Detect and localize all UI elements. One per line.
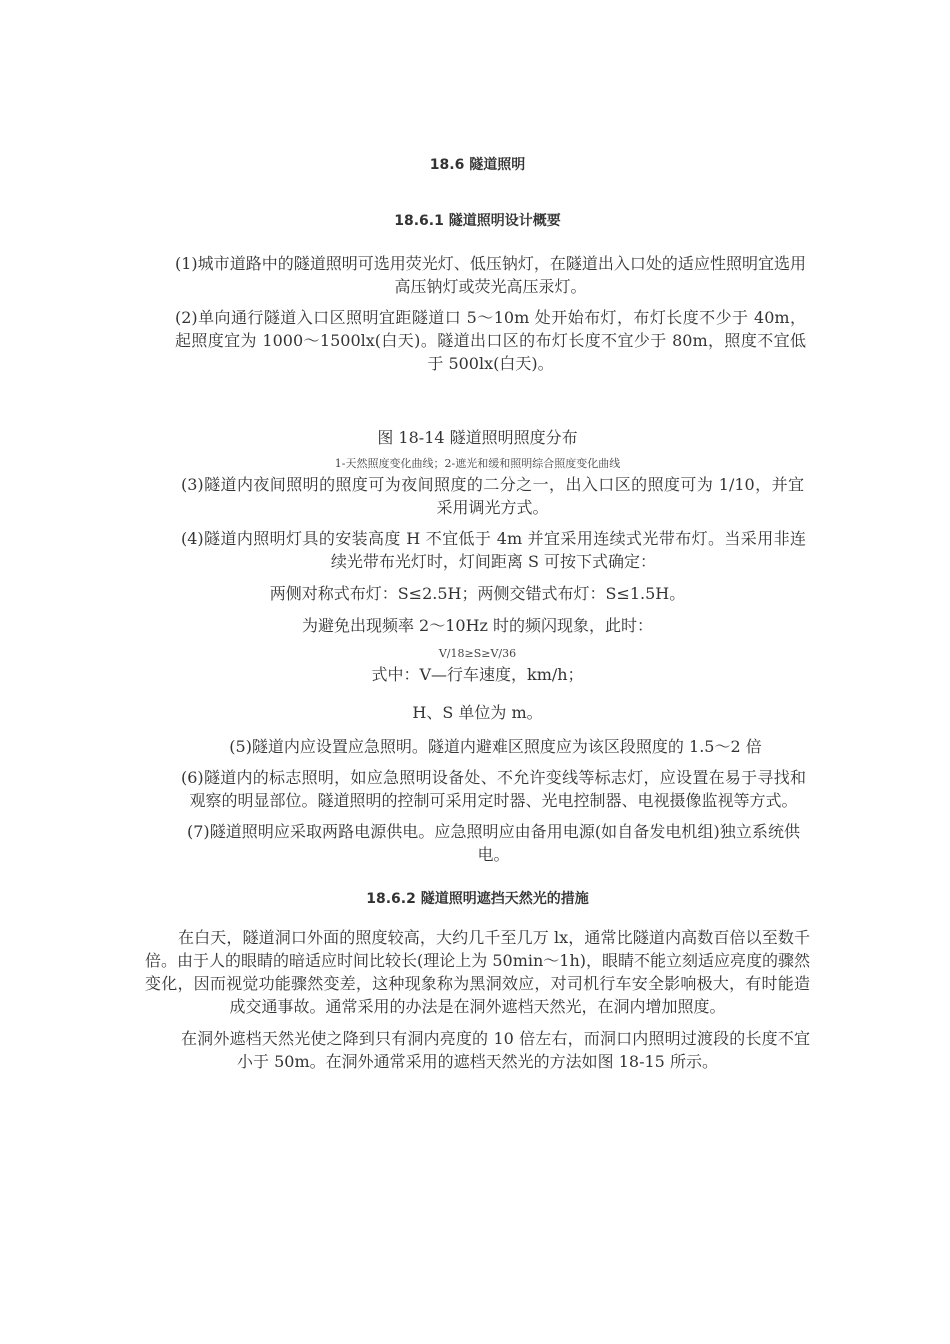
paragraph-6: (6)隧道内的标志照明，如应急照明设备处、不允许变线等标志灯，应设置在易于寻找和观察的明显部位。隧道照明的控制可采用定时器、光电控制器、电视摄像监视等方式。 xyxy=(181,768,806,810)
paragraph-4-units: H、S 单位为 m。 xyxy=(412,703,543,722)
paragraph-5: (5)隧道内应设置应急照明。隧道内避难区照度应为该区段照度的 1.5～2 倍 xyxy=(229,737,762,756)
formula: V/18≥S≥V/36 xyxy=(438,647,517,660)
paragraph-7: (7)隧道照明应采取两路电源供电。应急照明应由备用电源(如自备发电机组)独立系统供电。 xyxy=(187,822,800,864)
figure-caption: 图 18-14 隧道照明照度分布 xyxy=(377,428,578,447)
figure-note: 1-天然照度变化曲线；2-遮光和缓和照明综合照度变化曲线 xyxy=(334,457,621,470)
subsection-title-design: 18.6.1 隧道照明设计概要 xyxy=(394,213,561,229)
paragraph-1: (1)城市道路中的隧道照明可选用荧光灯、低压钠灯，在隧道出入口处的适应性照明宜选用高压钠灯或荧光高压汞灯。 xyxy=(175,254,806,296)
paragraph-3: (3)隧道内夜间照明的照度可为夜间照度的二分之一，出入口区的照度可为 1/10，并宜采用调光方式。 xyxy=(181,475,804,517)
paragraph-9: 在洞外遮档天然光使之降到只有洞内亮度的 10 倍左右，而洞口内照明过渡段的长度不宜小于 50m。在洞外通常采用的遮档天然光的方法如图 18-15 所示。 xyxy=(181,1029,810,1071)
subsection-title-shading: 18.6.2 隧道照明遮挡天然光的措施 xyxy=(366,891,589,907)
paragraph-4: (4)隧道内照明灯具的安装高度 H 不宜低于 4m 并宜采用连续式光带布灯。当采用非连续光带布光灯时，灯间距离 S 可按下式确定： xyxy=(181,529,806,571)
paragraph-4-flicker: 为避免出现频率 2～10Hz 时的频闪现象，此时： xyxy=(301,616,654,635)
paragraph-4-where-v: 式中：V—行车速度，km/h； xyxy=(371,665,584,684)
paragraph-8: 在白天，隧道洞口外面的照度较高，大约几千至几万 lx，通常比隧道内高数百倍以至数千倍。由于人的眼睛的暗适应时间比较长(理论上为 50min～1h)，眼睛不能立刻适应亮度的骤然变化，因而视觉功能骤然变差，这种现象称为黑洞效应，对司机行车安全影响极大，有时能造成交通事故。通常采用的办法是在洞外遮档天然光，在洞内增加照度。 xyxy=(145,928,811,1016)
paragraph-2: (2)单向通行隧道入口区照明宜距隧道口 5～10m 处开始布灯，布灯长度不少于 40m，起照度宜为 1000～1500lx(白天)。隧道出口区的布灯长度不宜少于 80m，照度不宜低于 500lx(白天)。 xyxy=(175,308,806,373)
document-page xyxy=(145,150,810,1073)
paragraph-4-spacing: 两侧对称式布灯：S≤2.5H；两侧交错式布灯：S≤1.5H。 xyxy=(269,584,686,603)
section-title: 18.6 隧道照明 xyxy=(429,157,526,173)
